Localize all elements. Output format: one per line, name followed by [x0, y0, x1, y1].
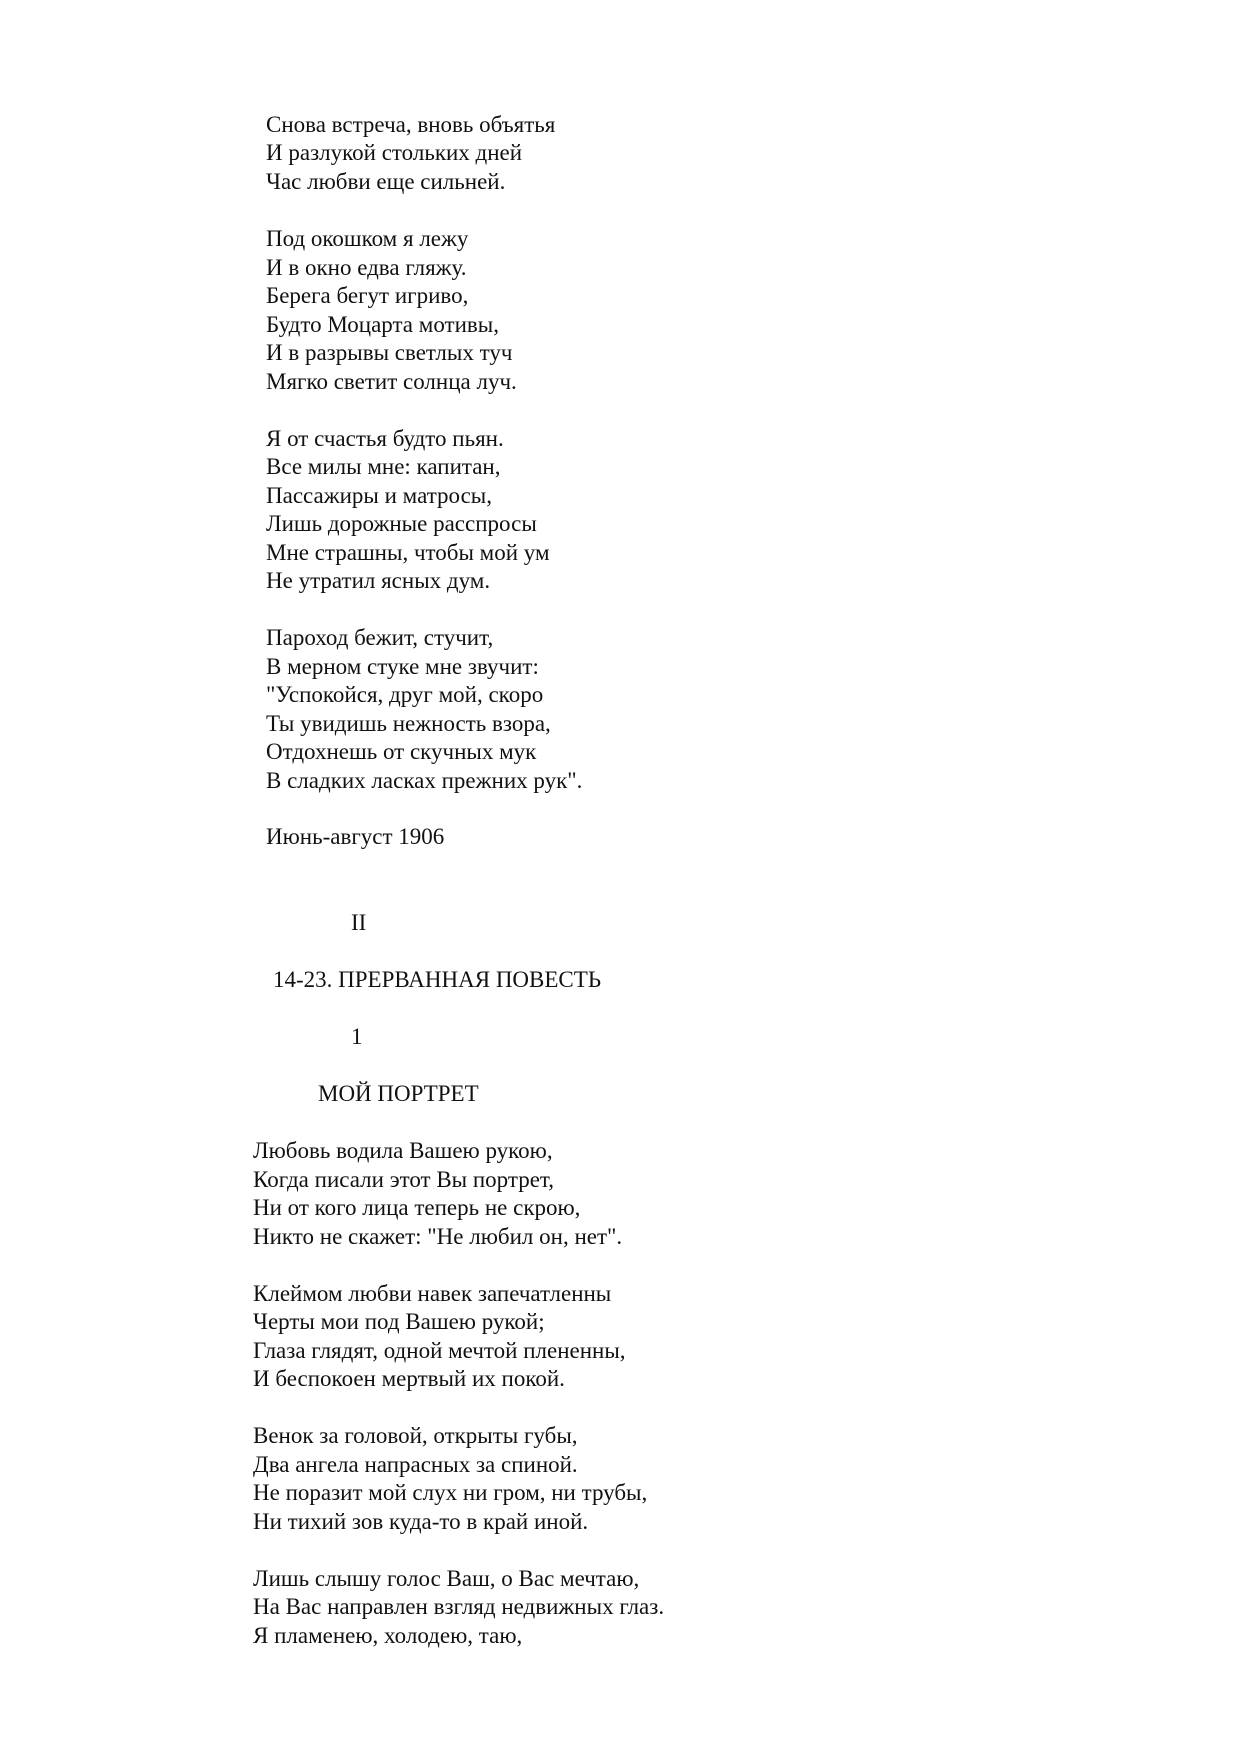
poem2-line: Любовь водила Вашею рукою, [253, 1138, 553, 1163]
poem2-line: Никто не скажет: "Не любил он, нет". [253, 1224, 623, 1249]
poem1-line: Берега бегут игриво, [266, 283, 469, 308]
poem-number: 1 [351, 1024, 363, 1049]
poem-title: МОЙ ПОРТРЕТ [318, 1081, 479, 1106]
section-numeral: II [351, 910, 367, 935]
poem2-line: Я пламенею, холодею, таю, [253, 1623, 523, 1648]
poem1-line: Час любви еще сильней. [266, 169, 506, 194]
poem1-line: Мягко светит солнца луч. [266, 369, 517, 394]
poem1-line: Ты увидишь нежность взора, [266, 711, 551, 736]
poem1-line: И в разрывы светлых туч [266, 340, 513, 365]
poem1-line: Все милы мне: капитан, [266, 454, 501, 479]
poem2-line: На Вас направлен взгляд недвижных глаз. [253, 1594, 665, 1619]
poem1-line: Пассажиры и матросы, [266, 483, 493, 508]
poem1-line: Не утратил ясных дум. [266, 568, 491, 593]
poem2-line: Лишь слышу голос Ваш, о Вас мечтаю, [253, 1566, 640, 1591]
poem1-line: В мерном стуке мне звучит: [266, 654, 539, 679]
poem2-line: И беспокоен мертвый их покой. [253, 1366, 565, 1391]
poem1-line: Будто Моцарта мотивы, [266, 312, 499, 337]
cycle-title: 14-23. ПРЕРВАННАЯ ПОВЕСТЬ [273, 967, 602, 992]
poem2-line: Два ангела напрасных за спиной. [253, 1452, 578, 1477]
poem1-line: "Успокойся, друг мой, скоро [266, 682, 544, 707]
poem1-line: Снова встреча, вновь объятья [266, 112, 556, 137]
poem1-line: Я от счастья будто пьян. [266, 426, 504, 451]
poem2-line: Клеймом любви навек запечатленны [253, 1281, 612, 1306]
poem2-line: Глаза глядят, одной мечтой плененны, [253, 1338, 626, 1363]
poem1-line: Пароход бежит, стучит, [266, 625, 494, 650]
poem2-line: Не поразит мой слух ни гром, ни трубы, [253, 1480, 648, 1505]
poem1-line: Под окошком я лежу [266, 226, 469, 251]
poem2-line: Венок за головой, открыты губы, [253, 1423, 578, 1448]
poem1-line: Отдохнешь от скучных мук [266, 739, 537, 764]
poem2-line: Когда писали этот Вы портрет, [253, 1167, 554, 1192]
poem2-line: Ни тихий зов куда-то в край иной. [253, 1509, 589, 1534]
poem1-line: Мне страшны, чтобы мой ум [266, 540, 550, 565]
poem2-line: Ни от кого лица теперь не скрою, [253, 1195, 581, 1220]
poem1-line: В сладких ласках прежних рук". [266, 768, 583, 793]
poem1-line: И разлукой стольких дней [266, 140, 523, 165]
poem1-date: Июнь-август 1906 [266, 824, 445, 849]
poem1-line: И в окно едва гляжу. [266, 255, 467, 280]
poem1-line: Лишь дорожные расспросы [266, 511, 537, 536]
poem2-line: Черты мои под Вашею рукой; [253, 1309, 545, 1334]
